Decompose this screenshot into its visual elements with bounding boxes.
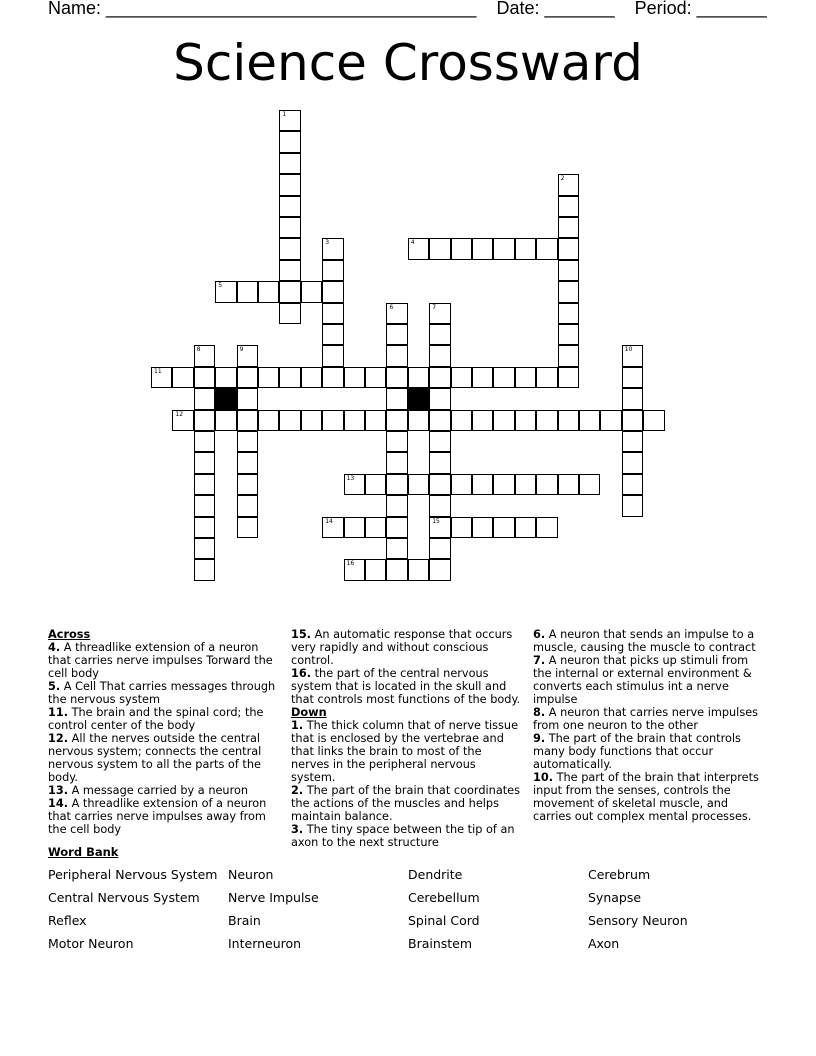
crossword-cell[interactable] bbox=[536, 410, 557, 431]
crossword-cell[interactable] bbox=[279, 110, 300, 131]
name-label: Name: bbox=[48, 0, 102, 18]
down-heading: Down bbox=[291, 706, 327, 719]
clue-number: 7 bbox=[432, 303, 437, 311]
crossword-cell[interactable] bbox=[301, 367, 322, 388]
crossword-cell[interactable] bbox=[408, 410, 429, 431]
clue-number: 15 bbox=[432, 517, 440, 525]
crossword-cell[interactable] bbox=[558, 324, 579, 345]
crossword-cell[interactable] bbox=[515, 410, 536, 431]
word-bank-item: Neuron bbox=[228, 867, 274, 882]
crossword-cell[interactable] bbox=[429, 367, 450, 388]
crossword-cell[interactable] bbox=[194, 452, 215, 473]
crossword-cell[interactable] bbox=[408, 238, 429, 259]
crossword-cell[interactable] bbox=[622, 388, 643, 409]
clue-across-15: 15. An automatic response that occurs very rapidly and without conscious control. bbox=[291, 628, 513, 667]
clue-number: 3 bbox=[325, 239, 330, 247]
crossword-cell[interactable] bbox=[472, 238, 493, 259]
crossword-cell[interactable] bbox=[344, 559, 365, 580]
crossword-cell[interactable] bbox=[451, 474, 472, 495]
crossword-cell[interactable] bbox=[194, 474, 215, 495]
crossword-cell[interactable] bbox=[279, 217, 300, 238]
crossword-cell[interactable] bbox=[279, 303, 300, 324]
crossword-cell[interactable] bbox=[365, 559, 386, 580]
crossword-cell[interactable] bbox=[472, 367, 493, 388]
crossword-cell[interactable] bbox=[558, 367, 579, 388]
crossword-cell[interactable] bbox=[194, 410, 215, 431]
crossword-cell[interactable] bbox=[536, 367, 557, 388]
crossword-cell[interactable] bbox=[451, 517, 472, 538]
clue-number: 11 bbox=[154, 367, 162, 375]
period-field[interactable]: _______ bbox=[696, 0, 767, 18]
crossword-cell[interactable] bbox=[322, 517, 343, 538]
crossword-cell[interactable] bbox=[429, 324, 450, 345]
crossword-cell[interactable] bbox=[493, 474, 514, 495]
crossword-cell[interactable] bbox=[622, 474, 643, 495]
crossword-cell[interactable] bbox=[579, 474, 600, 495]
crossword-cell[interactable] bbox=[386, 388, 407, 409]
crossword-cell[interactable] bbox=[237, 281, 258, 302]
clue-number: 16 bbox=[346, 560, 355, 568]
clue-across-13: 13. A message carried by a neuron bbox=[48, 784, 249, 797]
crossword-cell[interactable] bbox=[322, 303, 343, 324]
word-bank-item: Brainstem bbox=[408, 936, 473, 951]
crossword-cell[interactable] bbox=[515, 517, 536, 538]
word-bank-item: Motor Neuron bbox=[48, 936, 134, 951]
crossword-cell[interactable] bbox=[322, 238, 343, 259]
word-bank-item: Nerve Impulse bbox=[228, 890, 319, 905]
crossword-cell[interactable] bbox=[301, 410, 322, 431]
crossword-cell[interactable] bbox=[408, 559, 429, 580]
crossword-cell[interactable] bbox=[194, 431, 215, 452]
crossword-cell[interactable] bbox=[194, 559, 215, 580]
crossword-cell[interactable] bbox=[279, 260, 300, 281]
crossword-cell[interactable] bbox=[258, 367, 279, 388]
crossword-cell[interactable] bbox=[429, 474, 450, 495]
crossword-cell[interactable] bbox=[301, 281, 322, 302]
crossword-cell[interactable] bbox=[515, 367, 536, 388]
crossword-cell[interactable] bbox=[386, 367, 407, 388]
crossword-cell[interactable] bbox=[322, 410, 343, 431]
word-bank-item: Reflex bbox=[48, 913, 87, 928]
crossword-cell[interactable] bbox=[622, 410, 643, 431]
crossword-cell[interactable] bbox=[622, 495, 643, 516]
crossword-cell[interactable] bbox=[386, 324, 407, 345]
crossword-cell[interactable] bbox=[472, 474, 493, 495]
crossword-cell[interactable] bbox=[279, 196, 300, 217]
crossword-cell[interactable] bbox=[536, 517, 557, 538]
crossword-cell[interactable] bbox=[622, 367, 643, 388]
clue-number: 2 bbox=[560, 175, 565, 183]
crossword-cell[interactable] bbox=[172, 367, 193, 388]
crossword-cell[interactable] bbox=[215, 281, 236, 302]
crossword-cell[interactable] bbox=[536, 474, 557, 495]
crossword-cell[interactable] bbox=[429, 431, 450, 452]
crossword-cell[interactable] bbox=[237, 410, 258, 431]
clue-down-6: 6. A neuron that sends an impulse to a muscle, causing the muscle to contract bbox=[533, 628, 756, 654]
crossword-cell[interactable] bbox=[194, 495, 215, 516]
crossword-cell[interactable] bbox=[429, 410, 450, 431]
crossword-cell[interactable] bbox=[386, 495, 407, 516]
crossword-cell[interactable] bbox=[622, 452, 643, 473]
clue-number: 8 bbox=[196, 346, 201, 354]
crossword-cell[interactable] bbox=[622, 345, 643, 366]
crossword-cell[interactable] bbox=[558, 196, 579, 217]
word-bank-item: Peripheral Nervous System bbox=[48, 867, 218, 882]
crossword-cell[interactable] bbox=[386, 474, 407, 495]
crossword-cell[interactable] bbox=[194, 367, 215, 388]
crossword-cell[interactable] bbox=[237, 517, 258, 538]
clue-down-8: 8. A neuron that carries nerve impulses from one neuron to the other bbox=[533, 706, 759, 732]
crossword-cell[interactable] bbox=[429, 559, 450, 580]
crossword-cell[interactable] bbox=[558, 238, 579, 259]
crossword-cell[interactable] bbox=[472, 517, 493, 538]
word-bank-item: Dendrite bbox=[408, 867, 463, 882]
clue-down-10: 10. The part of the brain that interprets input from the senses, controls the movement of skeletal muscle, and carries out complex mental processes. bbox=[533, 771, 759, 823]
word-bank-item: Cerebellum bbox=[408, 890, 480, 905]
crossword-cell[interactable] bbox=[279, 367, 300, 388]
page-title: Science Crossward bbox=[173, 34, 643, 92]
crossword-cell[interactable] bbox=[493, 517, 514, 538]
clue-number: 1 bbox=[282, 111, 287, 118]
clue-across-16: 16. the part of the central nervous system that is located in the skull and that controls most functions of the body. bbox=[291, 667, 521, 706]
clue-down-7: 7. A neuron that picks up stimuli from the internal or external environment & converts each stimulus int a nerve impulse bbox=[533, 654, 752, 706]
clue-across-12: 12. All the nerves outside the central nervous system; connects the central nervous system to all the parts of the body. bbox=[48, 732, 262, 784]
crossword-cell[interactable] bbox=[237, 345, 258, 366]
crossword-cell[interactable] bbox=[386, 303, 407, 324]
crossword-cell[interactable] bbox=[344, 367, 365, 388]
name-field[interactable]: _____________________________________ bbox=[106, 0, 477, 18]
crossword-cell[interactable] bbox=[237, 452, 258, 473]
clue-number: 13 bbox=[346, 474, 355, 482]
crossword-cell[interactable] bbox=[386, 452, 407, 473]
clue-number: 10 bbox=[624, 346, 633, 354]
crossword-cell[interactable] bbox=[451, 238, 472, 259]
crossword-cell[interactable] bbox=[493, 410, 514, 431]
crossword-cell[interactable] bbox=[258, 410, 279, 431]
crossword-cell[interactable] bbox=[386, 559, 407, 580]
word-bank-item: Brain bbox=[228, 913, 261, 928]
date-field[interactable]: _______ bbox=[544, 0, 615, 18]
clue-down-2: 2. The part of the brain that coordinates the actions of the muscles and helps maintain balance. bbox=[291, 784, 521, 823]
crossword-cell[interactable] bbox=[579, 410, 600, 431]
clue-number: 6 bbox=[389, 303, 394, 311]
crossword-cell[interactable] bbox=[279, 153, 300, 174]
crossword-cell[interactable] bbox=[558, 410, 579, 431]
crossword-cell[interactable] bbox=[344, 474, 365, 495]
word-bank-item: Cerebrum bbox=[588, 867, 651, 882]
crossword-cell[interactable] bbox=[365, 410, 386, 431]
crossword-cell[interactable] bbox=[558, 303, 579, 324]
crossword-cell[interactable] bbox=[279, 281, 300, 302]
crossword-cell[interactable] bbox=[365, 474, 386, 495]
crossword-cell[interactable] bbox=[429, 303, 450, 324]
word-bank-item: Interneuron bbox=[228, 936, 302, 951]
clue-number: 4 bbox=[410, 239, 415, 247]
across-heading: Across bbox=[48, 628, 91, 641]
black-cell bbox=[215, 388, 236, 409]
crossword-cell[interactable] bbox=[451, 410, 472, 431]
crossword-cell[interactable] bbox=[151, 367, 172, 388]
crossword-cell[interactable] bbox=[322, 324, 343, 345]
word-bank-item: Axon bbox=[588, 936, 620, 951]
clue-down-1: 1. The thick column that of nerve tissue that is enclosed by the vertebrae and that links the brain to most of the nerves in the peripheral nervous system. bbox=[291, 719, 519, 784]
crossword-cell[interactable] bbox=[558, 260, 579, 281]
crossword-cell[interactable] bbox=[215, 367, 236, 388]
crossword-cell[interactable] bbox=[322, 260, 343, 281]
crossword-cell[interactable] bbox=[429, 345, 450, 366]
crossword-cell[interactable] bbox=[258, 281, 279, 302]
crossword-cell[interactable] bbox=[451, 367, 472, 388]
clue-down-9: 9. The part of the brain that controls many body functions that occur automatically. bbox=[533, 732, 741, 771]
clue-across-5: 5. A Cell That carries messages through the nervous system bbox=[48, 680, 276, 706]
date-label: Date: bbox=[496, 0, 540, 18]
crossword-cell[interactable] bbox=[558, 345, 579, 366]
crossword-cell[interactable] bbox=[322, 345, 343, 366]
clue-number: 14 bbox=[325, 517, 333, 525]
clue-across-4: 4. A threadlike extension of a neuron that carries nerve impulses Torward the cell body bbox=[48, 641, 273, 680]
clue-number: 12 bbox=[175, 410, 184, 418]
clue-across-14: 14. A threadlike extension of a neuron that carries nerve impulses away from the cell body bbox=[48, 797, 267, 836]
clue-down-3: 3. The tiny space between the tip of an axon to the next structure bbox=[291, 823, 515, 849]
crossword-cell[interactable] bbox=[429, 238, 450, 259]
clues-column-3 bbox=[533, 628, 765, 823]
crossword-cell[interactable] bbox=[386, 431, 407, 452]
clues-column-2 bbox=[291, 628, 523, 849]
crossword-cell[interactable] bbox=[322, 367, 343, 388]
crossword-cell[interactable] bbox=[558, 281, 579, 302]
crossword-cell[interactable] bbox=[536, 238, 557, 259]
crossword-cell[interactable] bbox=[429, 388, 450, 409]
clue-number: 5 bbox=[218, 282, 223, 290]
crossword-cell[interactable] bbox=[194, 388, 215, 409]
crossword-cell[interactable] bbox=[600, 410, 621, 431]
crossword-cell[interactable] bbox=[237, 495, 258, 516]
clue-across-11: 11. The brain and the spinal cord; the control center of the body bbox=[48, 706, 264, 732]
crossword-cell[interactable] bbox=[643, 410, 664, 431]
crossword-cell[interactable] bbox=[194, 517, 215, 538]
crossword-cell[interactable] bbox=[279, 238, 300, 259]
crossword-cell[interactable] bbox=[515, 238, 536, 259]
crossword-cell[interactable] bbox=[237, 431, 258, 452]
word-bank-item: Synapse bbox=[588, 890, 642, 905]
crossword-cell[interactable] bbox=[194, 538, 215, 559]
crossword-cell[interactable] bbox=[386, 538, 407, 559]
crossword-cell[interactable] bbox=[429, 495, 450, 516]
crossword-cell[interactable] bbox=[237, 474, 258, 495]
crossword-cell[interactable] bbox=[344, 410, 365, 431]
crossword-cell[interactable] bbox=[472, 410, 493, 431]
crossword-cell[interactable] bbox=[622, 431, 643, 452]
crossword-cell[interactable] bbox=[344, 517, 365, 538]
crossword-cell[interactable] bbox=[386, 410, 407, 431]
crossword-cell[interactable] bbox=[194, 345, 215, 366]
crossword-cell[interactable] bbox=[215, 410, 236, 431]
crossword-cell[interactable] bbox=[429, 452, 450, 473]
crossword-cell[interactable] bbox=[408, 367, 429, 388]
clues-column-1 bbox=[48, 628, 280, 836]
black-cell bbox=[408, 388, 429, 409]
crossword-cell[interactable] bbox=[429, 538, 450, 559]
word-bank-item: Spinal Cord bbox=[408, 913, 480, 928]
crossword-cell[interactable] bbox=[237, 388, 258, 409]
word-bank-item: Central Nervous System bbox=[48, 890, 200, 905]
crossword-cell[interactable] bbox=[386, 345, 407, 366]
crossword-cell[interactable] bbox=[429, 517, 450, 538]
crossword-cell[interactable] bbox=[365, 367, 386, 388]
period-label: Period: bbox=[634, 0, 692, 18]
word-bank-title: Word Bank bbox=[48, 845, 119, 859]
clue-number: 9 bbox=[239, 346, 244, 354]
crossword-cell[interactable] bbox=[322, 281, 343, 302]
crossword-cell[interactable] bbox=[279, 131, 300, 152]
crossword-cell[interactable] bbox=[237, 367, 258, 388]
crossword-cell[interactable] bbox=[493, 367, 514, 388]
word-bank-item: Sensory Neuron bbox=[588, 913, 688, 928]
crossword-cell[interactable] bbox=[279, 174, 300, 195]
crossword-cell[interactable] bbox=[172, 410, 193, 431]
crossword-cell[interactable] bbox=[408, 474, 429, 495]
crossword-cell[interactable] bbox=[558, 174, 579, 195]
crossword-cell[interactable] bbox=[279, 410, 300, 431]
crossword-cell[interactable] bbox=[386, 517, 407, 538]
crossword-cell[interactable] bbox=[558, 474, 579, 495]
crossword-cell[interactable] bbox=[558, 217, 579, 238]
crossword-cell[interactable] bbox=[493, 238, 514, 259]
crossword-cell[interactable] bbox=[515, 474, 536, 495]
crossword-cell[interactable] bbox=[365, 517, 386, 538]
